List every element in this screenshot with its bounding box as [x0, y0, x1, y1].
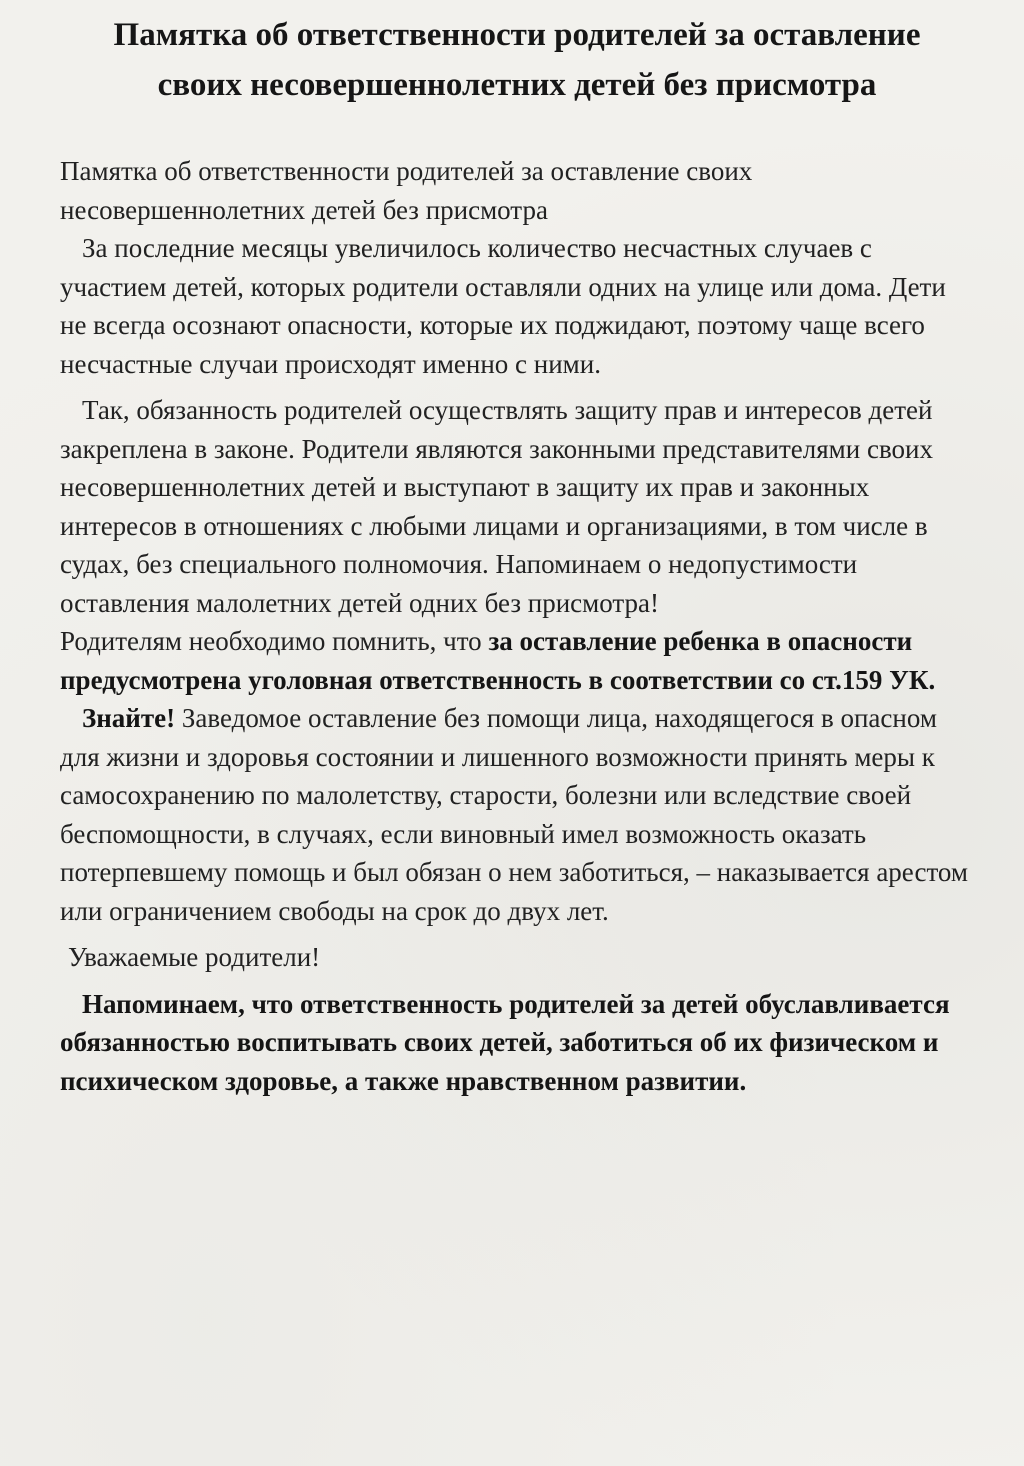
- paragraph-parental-duties: Так, обязанность родителей осуществлять защиту прав и интересов детей закреплена в законе. Родители являются законными представителями своих несовершеннолетних детей и выступают в защиту их прав и законных интересов в отношениях с любыми лицами и организациями, в том числе в судах, без специального полномочия. Напоминаем о недопустимости оставления малолетних детей одних без присмотра!: [60, 395, 933, 618]
- paragraph-know-this: [60, 699, 974, 930]
- know-this-text: Заведомое оставление без помощи лица, находящегося в опасном для жизни и здоровья состоянии и лишенного возможности принять меры к самосохранению по малолетству, старости, болезни или вследствие своей беспомощности, в случаях, если виновный имел возможность оказать потерпевшему помощь и был обязан о нем заботиться, – наказывается арестом или ограничением свободы на срок до двух лет.: [60, 703, 968, 926]
- paragraph-criminal-liability: [60, 622, 974, 699]
- greeting-line: Уважаемые родители!: [68, 942, 321, 972]
- document-title: Памятка об ответственности родителей за оставление своих несовершеннолетних детей без присмотра: [113, 17, 921, 103]
- paragraph-accidents: За последние месяцы увеличилось количество несчастных случаев с участием детей, которых родители оставляли одних на улице или дома. Дети не всегда осознают опасности, которые их поджидают, поэтому чаще всего несчастные случаи происходят именно с ними.: [60, 233, 946, 379]
- know-this-label: Знайте!: [82, 703, 176, 733]
- document-body: [60, 152, 974, 1100]
- criminal-liability-emphasis: за оставление ребенка в опасности предусмотрена уголовная ответственность в соответствии со ст.159 УК.: [60, 626, 936, 695]
- intro-paragraph: Памятка об ответственности родителей за оставление своих несовершеннолетних детей без присмотра: [60, 156, 753, 225]
- closing-paragraph: Напоминаем, что ответственность родителей за детей обуславливается обязанностью воспитывать своих детей, заботиться об их физическом и психическом здоровье, а также нравственном развитии.: [60, 988, 950, 1096]
- criminal-liability-lead: Родителям необходимо помнить, что: [60, 626, 489, 656]
